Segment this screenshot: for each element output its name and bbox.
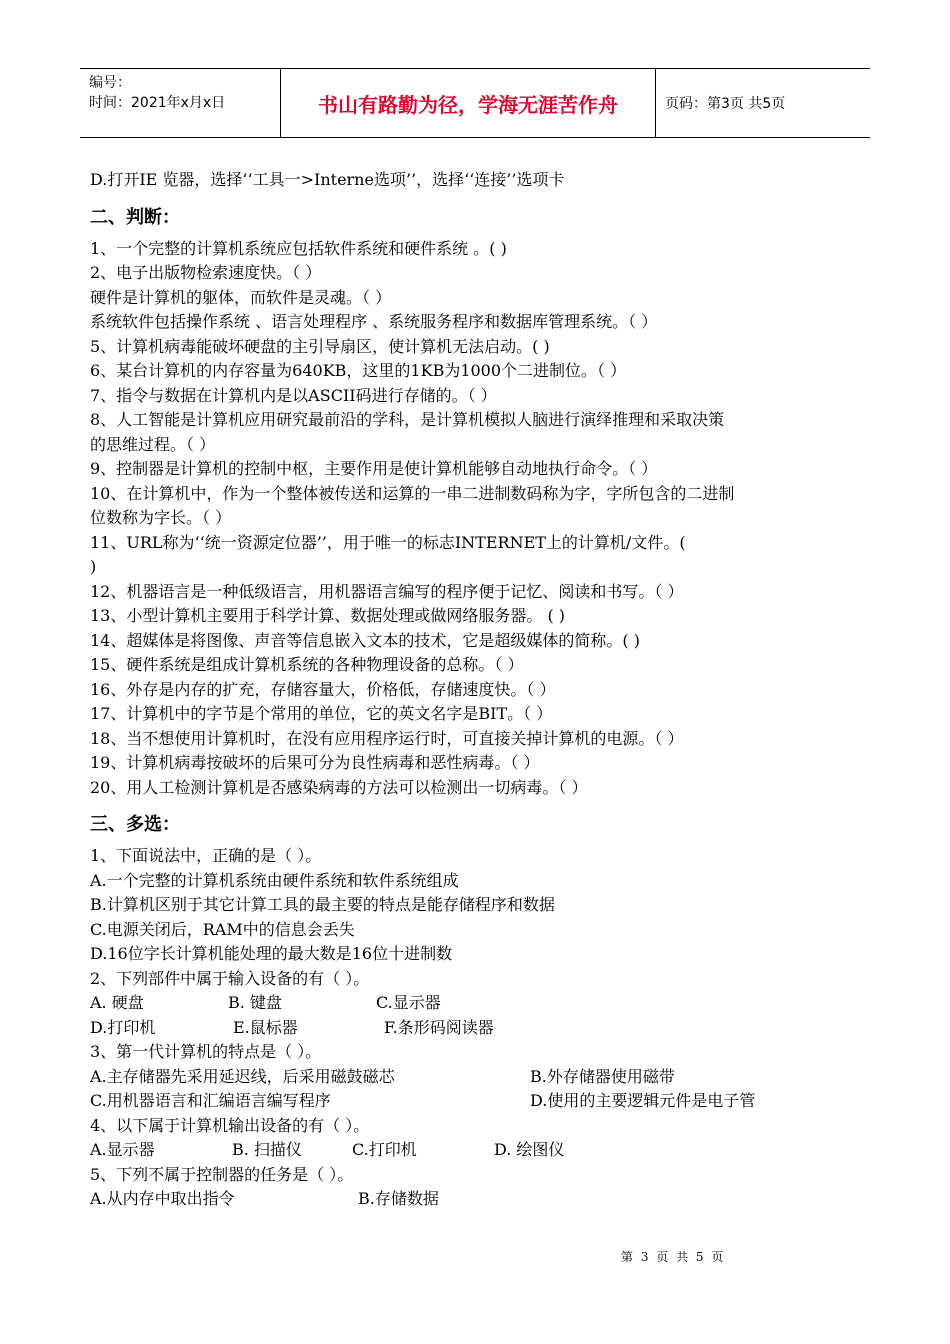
header-motto: 书山有路勤为径，学海无涯苦作舟 [281, 69, 656, 137]
answer-option: C.用机器语言和汇编语言编写程序 [90, 1091, 331, 1110]
answer-option: B. 扫描仪 [232, 1140, 302, 1159]
question-stem: 1、下面说法中，正确的是（ ）。 [90, 846, 322, 865]
judgement-item: 硬件是计算机的躯体，而软件是灵魂。（ ） [90, 287, 392, 307]
judgement-item: 12、机器语言是一种低级语言，用机器语言编写的程序便于记忆、阅读和书写。（ ） [90, 581, 684, 601]
judgement-item: 15、硬件系统是组成计算机系统的各种物理设备的总称。（ ） [90, 655, 524, 674]
question-4 [90, 1114, 865, 1163]
option-line: D.打开IE 览器，选择‘‘工具一>Interne选项’’，选择‘‘连接’’选项卡 [90, 170, 565, 189]
judgement-item: 位数称为字长。（ ） [90, 508, 232, 527]
answer-option: C.显示器 [376, 993, 441, 1012]
judgement-item: 19、计算机病毒按破坏的后果可分为良性病毒和恶性病毒。（ ） [90, 753, 540, 772]
judgement-item: 2、电子出版物检索速度快。（ ） [90, 263, 322, 282]
judgement-item: 6、某台计算机的内存容量为640KB，这里的1KB为1000个二进制位。（ ） [90, 361, 627, 380]
judgement-item: 10、在计算机中，作为一个整体被传送和运算的一串二进制数码称为字，字所包含的二进制 [90, 483, 735, 503]
answer-option: D. 绘图仪 [494, 1140, 565, 1159]
judgement-item: ) [90, 557, 97, 576]
judgement-item: 5、计算机病毒能破坏硬盘的主引导扇区，使计算机无法启动。( ) [90, 336, 550, 356]
header-meta [80, 69, 281, 137]
doc-time-label: 时间：2021年x月x日 [89, 95, 226, 111]
judgement-item: 8、人工智能是计算机应用研究最前沿的学科，是计算机模拟人脑进行演绎推理和采取决策 [90, 410, 725, 429]
answer-option: A.主存储器先采用延迟线，后采用磁鼓磁芯 [90, 1066, 395, 1086]
judgement-item: 18、当不想使用计算机时，在没有应用程序运行时，可直接关掉计算机的电源。（ ） [90, 728, 684, 748]
answer-option: B.计算机区别于其它计算工具的最主要的特点是能存储程序和数据 [90, 895, 555, 914]
judgement-item: 13、小型计算机主要用于科学计算、数据处理或做网络服务器。 ( ) [90, 606, 566, 625]
answer-option: D.打印机 [90, 1017, 156, 1037]
judgement-item: 7、指令与数据在计算机内是以ASCII码进行存储的。（ ） [90, 385, 497, 405]
document-body [90, 168, 865, 1212]
judgement-item: 14、超媒体是将图像、声音等信息嵌入文本的技术，它是超级媒体的简称。( ) [90, 630, 640, 650]
option-row [90, 1089, 865, 1114]
question-1 [90, 844, 865, 967]
page-header [80, 68, 870, 138]
answer-option: A. 硬盘 [90, 993, 144, 1012]
header-page-info: 页码：第3页 共5页 [665, 96, 786, 112]
answer-option: E.鼠标器 [233, 1017, 298, 1037]
judgement-item: 11、URL称为‘‘统一资源定位器’’，用于唯一的标志INTERNET上的计算机/文件。( [90, 532, 686, 552]
answer-option: B.存储数据 [358, 1189, 439, 1208]
question-stem: 5、下列不属于控制器的任务是（ ）。 [90, 1164, 354, 1184]
answer-option: D.16位字长计算机能处理的最大数是16位十进制数 [90, 944, 453, 963]
answer-option: D.使用的主要逻辑元件是电子管 [530, 1091, 756, 1110]
question-3 [90, 1040, 865, 1114]
judgement-item: 17、计算机中的字节是个常用的单位，它的英文名字是BIT。（ ） [90, 704, 553, 723]
judgement-item: 的思维过程。（ ） [90, 434, 216, 454]
answer-option: A.从内存中取出指令 [90, 1189, 235, 1208]
question-stem: 4、以下属于计算机输出设备的有（ ）。 [90, 1115, 370, 1135]
judgement-item: 20、用人工检测计算机是否感染病毒的方法可以检测出一切病毒。（ ） [90, 777, 588, 797]
doc-number-label: 编号： [89, 75, 131, 91]
answer-option: A.显示器 [90, 1140, 155, 1159]
question-stem: 2、下列部件中属于输入设备的有（ ）。 [90, 968, 370, 988]
option-row [90, 991, 865, 1016]
page-footer: 第 3 页 共 5 页 [621, 1250, 726, 1264]
section-title-judgement: 二、判断： [90, 206, 180, 228]
section-title-multi-choice: 三、多选： [90, 814, 180, 835]
option-row [90, 1065, 865, 1090]
option-row [90, 1016, 865, 1041]
answer-option: B.外存储器使用磁带 [530, 1066, 675, 1086]
judgement-list [90, 237, 865, 801]
answer-option: A.一个完整的计算机系统由硬件系统和软件系统组成 [90, 870, 459, 890]
answer-option: C.电源关闭后，RAM中的信息会丢失 [90, 919, 355, 939]
judgement-item: 16、外存是内存的扩充，存储容量大，价格低，存储速度快。（ ） [90, 679, 556, 699]
judgement-item: 1、一个完整的计算机系统应包括软件系统和硬件系统 。( ) [90, 238, 507, 258]
judgement-item: 9、控制器是计算机的控制中枢，主要作用是使计算机能够自动地执行命令。（ ） [90, 459, 658, 478]
question-5 [90, 1163, 865, 1212]
answer-option: F.条形码阅读器 [384, 1017, 494, 1037]
question-2 [90, 967, 865, 1041]
question-stem: 3、第一代计算机的特点是（ ）。 [90, 1042, 322, 1061]
answer-option: B. 键盘 [228, 993, 282, 1012]
answer-option: C.打印机 [352, 1140, 417, 1159]
option-row [90, 1187, 865, 1212]
option-row [90, 1138, 865, 1163]
judgement-item: 系统软件包括操作系统 、语言处理程序 、系统服务程序和数据库管理系统。（ ） [90, 312, 658, 331]
